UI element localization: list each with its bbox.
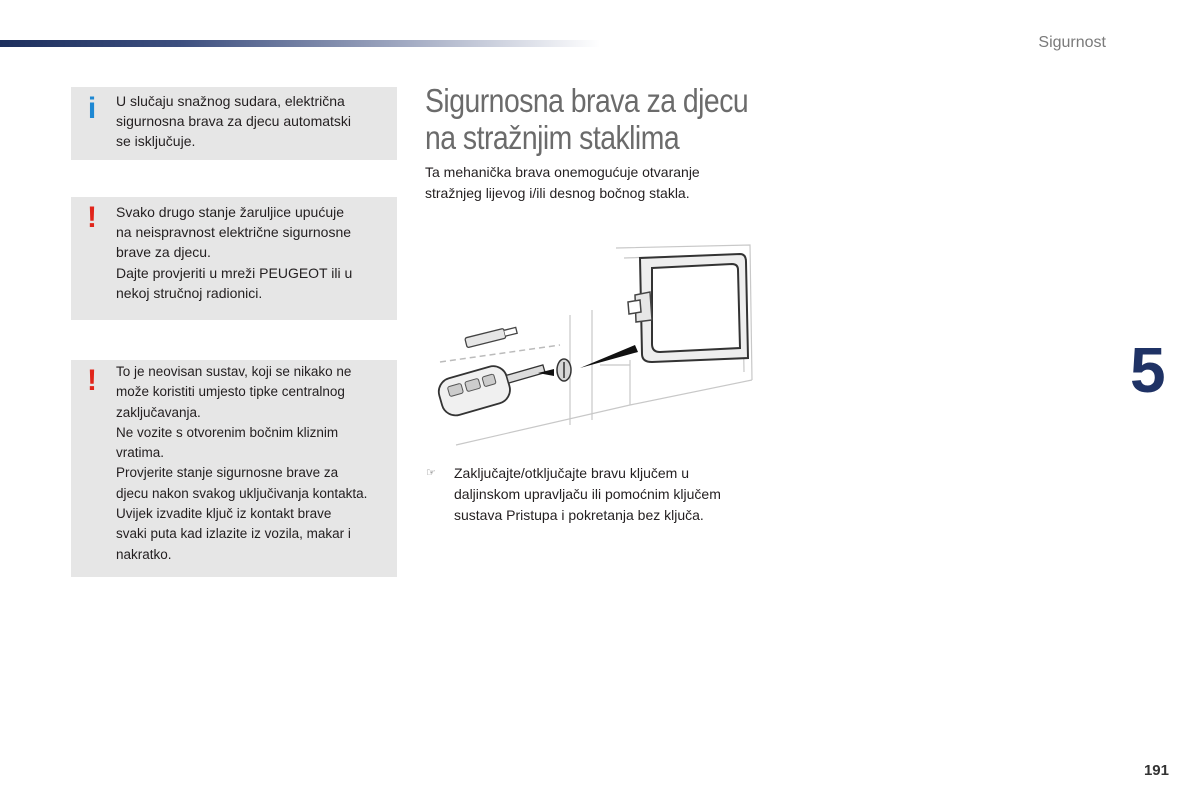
warning-icon: ! — [87, 201, 97, 234]
child-lock-illustration — [420, 240, 760, 455]
info-note — [71, 87, 397, 160]
chapter-number: 5 — [1130, 334, 1166, 406]
intro-text: Ta mehanička brava onemogućuje otvaranje stražnjeg lijevog i/ili desnog bočnog stakla. — [425, 164, 700, 201]
info-icon: i — [87, 92, 97, 125]
page-heading: Sigurnosna brava za djecu na stražnjim staklima — [425, 82, 749, 156]
note-text: To je neovisan sustav, koji se nikako ne može koristiti umjesto tipke centralnog zaključavanja. Ne vozite s otvorenim bočnim kliznim vratima. Provjerite stanje sigurnosne brave za djecu nakon svakog uključivanja kontakta. Uvijek izvadite ključ iz kontakt brave svaki puta kad izlazite iz vozila, makar i nakratko. — [116, 364, 368, 562]
pointing-hand-icon: ☞ — [426, 467, 436, 479]
section-title: Sigurnost — [1038, 34, 1106, 51]
note-text: Svako drugo stanje žaruljice upućuje na neispravnost električne sigurnosne brave za djecu. Dajte provjeriti u mreži PEUGEOT ili u nekoj stručnoj radionici. — [116, 204, 353, 301]
page-number: 191 — [1143, 762, 1169, 779]
warning-note — [71, 197, 397, 320]
step-text: Zaključajte/otključajte bravu ključem u daljinskom upravljaču ili pomoćnim ključem sustava Pristupa i pokretanja bez ključa. — [454, 465, 721, 523]
warning-icon: ! — [87, 364, 97, 397]
warning-note — [71, 360, 397, 577]
note-text: U slučaju snažnog sudara, električna sigurnosna brava za djecu automatski se isključuje. — [116, 93, 352, 150]
header-gradient-bar — [0, 40, 600, 47]
instruction-step — [426, 463, 766, 526]
